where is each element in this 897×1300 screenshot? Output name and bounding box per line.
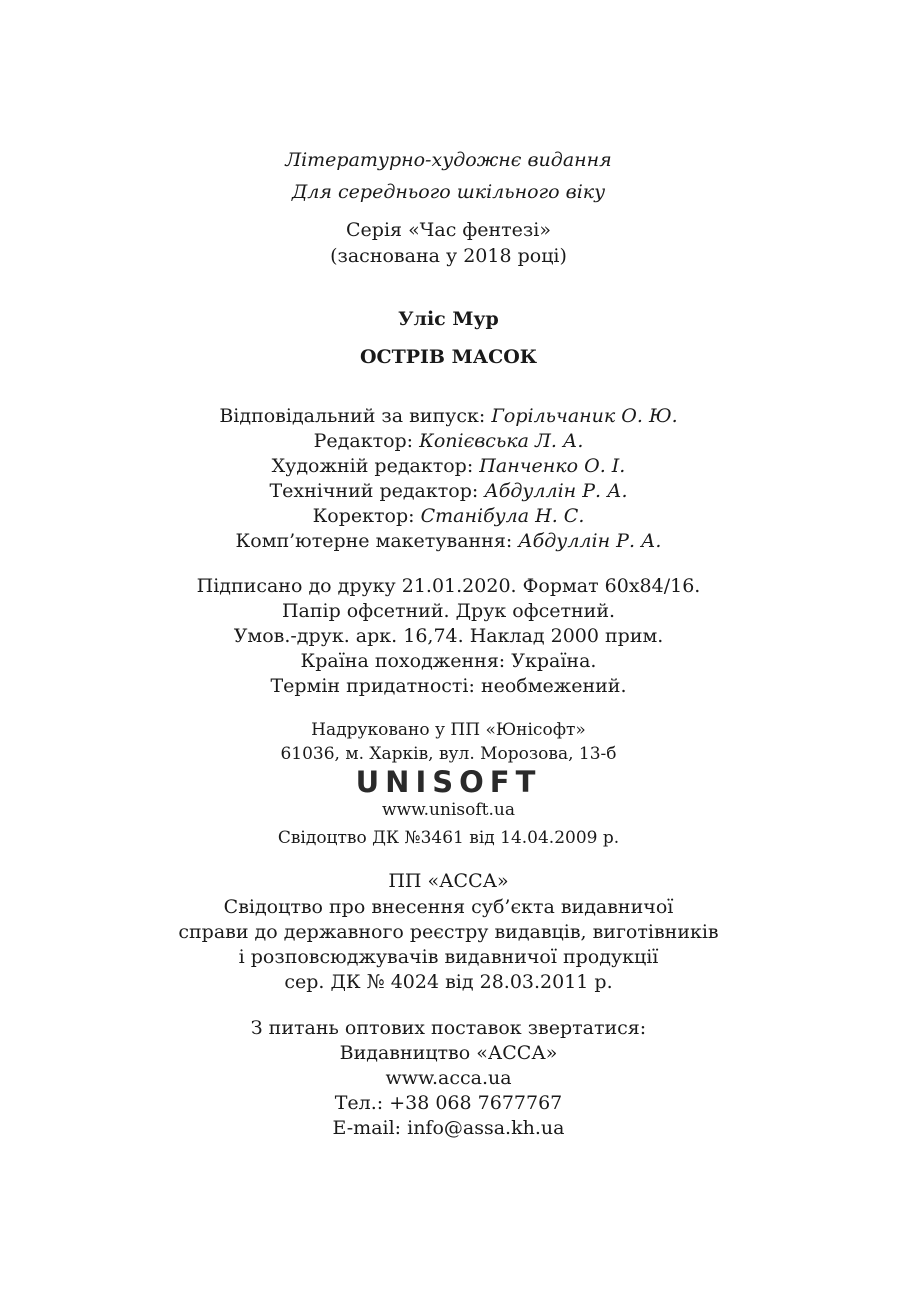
wholesale-line: З питань оптових поставок звертатися:: [250, 1017, 647, 1039]
series-founded: (заснована у 2018 році): [330, 245, 567, 267]
printer-address: 61036, м. Харків, вул. Морозова, 13-б: [280, 744, 617, 764]
credit-role: Художній редактор:: [271, 455, 474, 477]
publisher-line: сер. ДК № 4024 від 28.03.2011 р.: [284, 971, 613, 993]
credit-role: Коректор:: [312, 505, 415, 527]
author: Уліс Мур: [398, 308, 499, 330]
publisher-line: і розповсюджувачів видавничої продукції: [238, 946, 659, 968]
publisher-name: ПП «АССА»: [388, 870, 509, 892]
credit-name: Копієвська Л. А.: [419, 430, 584, 452]
wholesale-website: www.acca.ua: [385, 1067, 512, 1089]
credit-name: Горільчаник О. Ю.: [491, 405, 678, 427]
print-info-line: Країна походження: Україна.: [300, 650, 597, 672]
series: Серія «Час фентезі»: [346, 219, 551, 241]
credit-line: [0, 504, 897, 528]
edition-type: Літературно-художнє видання: [285, 149, 612, 171]
unisoft-logo: UNISOFT: [355, 765, 542, 799]
print-info-line: Підписано до друку 21.01.2020. Формат 60х84/16.: [196, 575, 701, 597]
credit-name: Станібула Н. С.: [420, 505, 585, 527]
printer-website: www.unisoft.ua: [382, 800, 515, 820]
credit-line: [0, 454, 897, 478]
credit-role: Комп’ютерне макетування:: [235, 530, 513, 552]
credit-role: Відповідальний за випуск:: [219, 405, 486, 427]
print-info-line: Термін придатності: необмежений.: [270, 675, 627, 697]
book-title: ОСТРІВ МАСОК: [359, 346, 538, 368]
credit-role: Редактор:: [313, 430, 414, 452]
credit-role: Технічний редактор:: [269, 480, 479, 502]
credit-line: [0, 404, 897, 428]
credit-name: Абдуллін Р. А.: [518, 530, 662, 552]
wholesale-line: Видавництво «АССА»: [339, 1042, 558, 1064]
printed-at: Надруковано у ПП «Юнісофт»: [311, 720, 586, 740]
print-info-line: Папір офсетний. Друк офсетний.: [281, 600, 616, 622]
printer-certificate: Свідоцтво ДК №3461 від 14.04.2009 р.: [277, 828, 620, 848]
credit-line: [0, 479, 897, 503]
publisher-line: Свідоцтво про внесення суб’єкта видавничої: [223, 896, 674, 918]
wholesale-phone: Тел.: +38 068 7677767: [334, 1092, 563, 1114]
credit-name: Панченко О. І.: [479, 455, 626, 477]
credit-name: Абдуллін Р. А.: [484, 480, 628, 502]
credit-line: [0, 429, 897, 453]
credit-line: [0, 529, 897, 553]
audience: Для середнього шкільного віку: [291, 181, 606, 203]
print-info-line: Умов.-друк. арк. 16,74. Наклад 2000 прим.: [233, 625, 664, 647]
wholesale-email: E-mail: info@assa.kh.ua: [332, 1117, 565, 1139]
publisher-line: справи до державного реєстру видавців, виготівників: [178, 921, 719, 943]
